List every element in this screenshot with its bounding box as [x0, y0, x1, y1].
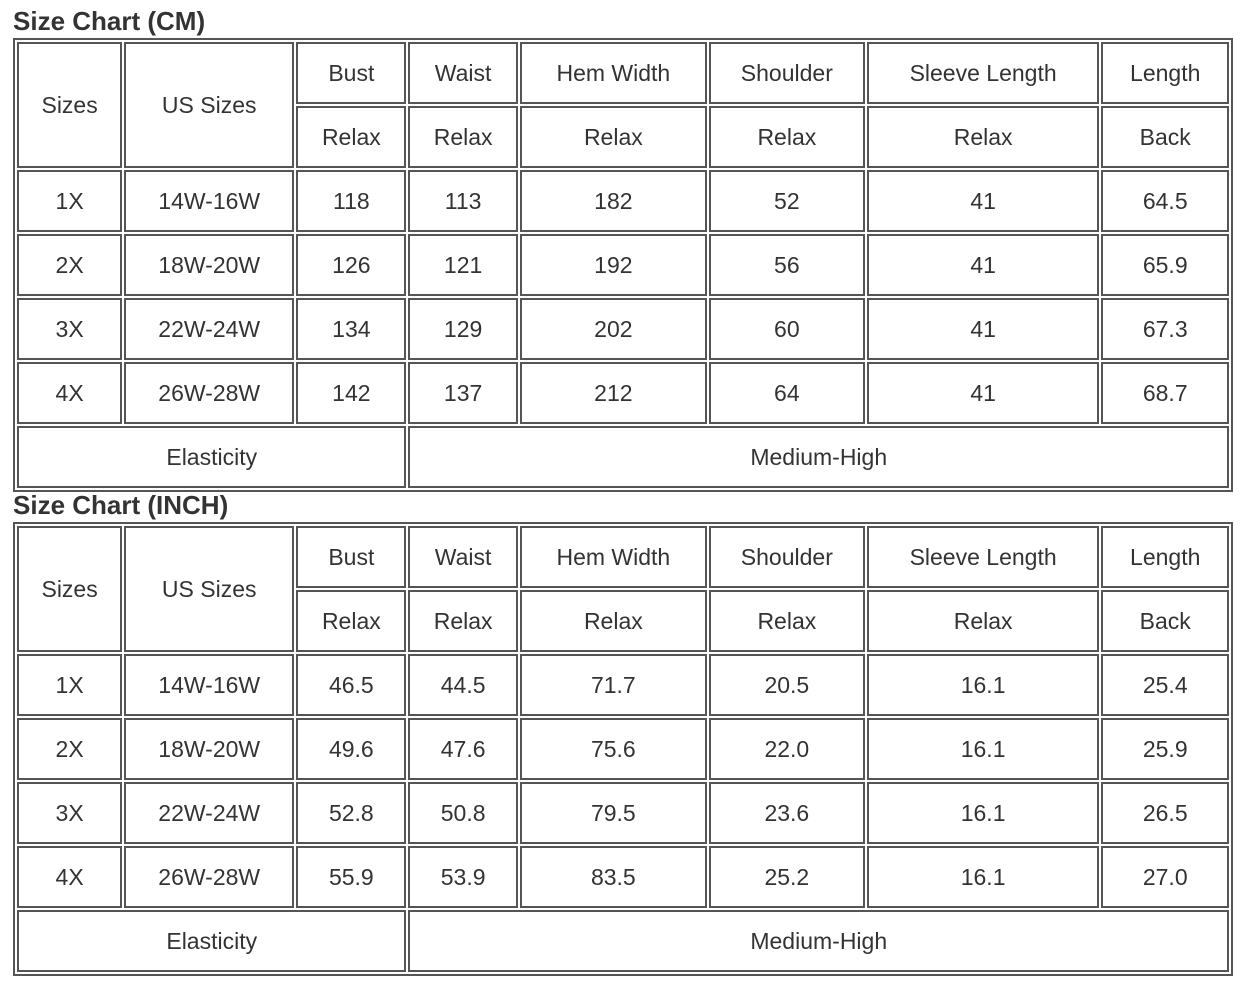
- cell-hem-width: 212: [520, 362, 707, 424]
- cell-bust: 134: [296, 298, 406, 360]
- subheader-length: Back: [1101, 106, 1229, 168]
- cell-hem-width: 71.7: [520, 654, 707, 716]
- cell-waist: 50.8: [408, 782, 517, 844]
- subheader-hem-width: Relax: [520, 106, 707, 168]
- cell-sleeve-length: 41: [867, 298, 1100, 360]
- cell-shoulder: 64: [709, 362, 865, 424]
- table-footer-row: [17, 910, 1229, 972]
- subheader-hem-width: Relax: [520, 590, 707, 652]
- cell-sleeve-length: 41: [867, 170, 1100, 232]
- cell-size: 3X: [17, 782, 122, 844]
- subheader-shoulder: Relax: [709, 590, 865, 652]
- elasticity-value: Medium-High: [408, 426, 1229, 488]
- cell-size: 2X: [17, 234, 122, 296]
- cell-length: 27.0: [1101, 846, 1229, 908]
- cell-us-size: 18W-20W: [124, 718, 294, 780]
- cell-sleeve-length: 41: [867, 362, 1100, 424]
- subheader-waist: Relax: [408, 106, 517, 168]
- header-bust: Bust: [296, 42, 406, 104]
- cell-size: 3X: [17, 298, 122, 360]
- subheader-shoulder: Relax: [709, 106, 865, 168]
- cell-waist: 121: [408, 234, 517, 296]
- cell-length: 25.9: [1101, 718, 1229, 780]
- cell-us-size: 22W-24W: [124, 298, 294, 360]
- subheader-bust: Relax: [296, 590, 406, 652]
- header-shoulder: Shoulder: [709, 42, 865, 104]
- header-waist: Waist: [408, 526, 517, 588]
- cell-shoulder: 25.2: [709, 846, 865, 908]
- header-us-sizes: US Sizes: [124, 42, 294, 168]
- table-footer-row: [17, 426, 1229, 488]
- cell-sleeve-length: 16.1: [867, 718, 1100, 780]
- header-shoulder: Shoulder: [709, 526, 865, 588]
- cell-bust: 46.5: [296, 654, 406, 716]
- size-chart-cm-title: Size Chart (CM): [13, 6, 206, 36]
- table-row: [17, 782, 1229, 844]
- cell-size: 1X: [17, 654, 122, 716]
- table-row: [17, 654, 1229, 716]
- table-row: [17, 718, 1229, 780]
- cell-length: 65.9: [1101, 234, 1229, 296]
- cell-length: 26.5: [1101, 782, 1229, 844]
- cell-size: 2X: [17, 718, 122, 780]
- cell-us-size: 26W-28W: [124, 362, 294, 424]
- header-bust: Bust: [296, 526, 406, 588]
- cell-shoulder: 23.6: [709, 782, 865, 844]
- cell-waist: 113: [408, 170, 517, 232]
- header-sleeve-length: Sleeve Length: [867, 526, 1100, 588]
- table-header-row: [17, 526, 1229, 588]
- cell-hem-width: 83.5: [520, 846, 707, 908]
- cell-waist: 137: [408, 362, 517, 424]
- table-row: [17, 846, 1229, 908]
- header-waist: Waist: [408, 42, 517, 104]
- cell-shoulder: 52: [709, 170, 865, 232]
- cell-sleeve-length: 41: [867, 234, 1100, 296]
- header-sizes: Sizes: [17, 42, 122, 168]
- cell-hem-width: 75.6: [520, 718, 707, 780]
- cell-shoulder: 56: [709, 234, 865, 296]
- cell-shoulder: 60: [709, 298, 865, 360]
- cell-shoulder: 22.0: [709, 718, 865, 780]
- cell-length: 67.3: [1101, 298, 1229, 360]
- header-sleeve-length: Sleeve Length: [867, 42, 1100, 104]
- header-us-sizes: US Sizes: [124, 526, 294, 652]
- header-sizes: Sizes: [17, 526, 122, 652]
- cell-size: 4X: [17, 846, 122, 908]
- cell-length: 25.4: [1101, 654, 1229, 716]
- cell-size: 4X: [17, 362, 122, 424]
- cell-hem-width: 182: [520, 170, 707, 232]
- cell-sleeve-length: 16.1: [867, 846, 1100, 908]
- cell-hem-width: 79.5: [520, 782, 707, 844]
- subheader-bust: Relax: [296, 106, 406, 168]
- table-row: [17, 234, 1229, 296]
- cell-bust: 118: [296, 170, 406, 232]
- cell-size: 1X: [17, 170, 122, 232]
- subheader-length: Back: [1101, 590, 1229, 652]
- cell-hem-width: 202: [520, 298, 707, 360]
- subheader-sleeve-length: Relax: [867, 106, 1100, 168]
- cell-length: 64.5: [1101, 170, 1229, 232]
- elasticity-label: Elasticity: [17, 910, 406, 972]
- cell-shoulder: 20.5: [709, 654, 865, 716]
- table-row: [17, 170, 1229, 232]
- table-header-row: [17, 42, 1229, 104]
- size-chart-cm-table: [13, 38, 1233, 492]
- cell-waist: 53.9: [408, 846, 517, 908]
- size-chart-inch-title: Size Chart (INCH): [13, 490, 229, 520]
- cell-us-size: 18W-20W: [124, 234, 294, 296]
- cell-waist: 129: [408, 298, 517, 360]
- cell-us-size: 14W-16W: [124, 654, 294, 716]
- subheader-waist: Relax: [408, 590, 517, 652]
- cell-sleeve-length: 16.1: [867, 782, 1100, 844]
- header-hem-width: Hem Width: [520, 42, 707, 104]
- cell-waist: 44.5: [408, 654, 517, 716]
- header-length: Length: [1101, 42, 1229, 104]
- header-hem-width: Hem Width: [520, 526, 707, 588]
- cell-us-size: 22W-24W: [124, 782, 294, 844]
- cell-us-size: 14W-16W: [124, 170, 294, 232]
- cell-bust: 142: [296, 362, 406, 424]
- cell-bust: 49.6: [296, 718, 406, 780]
- elasticity-label: Elasticity: [17, 426, 406, 488]
- cell-bust: 55.9: [296, 846, 406, 908]
- table-row: [17, 298, 1229, 360]
- cell-us-size: 26W-28W: [124, 846, 294, 908]
- cell-sleeve-length: 16.1: [867, 654, 1100, 716]
- cell-hem-width: 192: [520, 234, 707, 296]
- cell-waist: 47.6: [408, 718, 517, 780]
- size-chart-inch-table: [13, 522, 1233, 976]
- cell-bust: 52.8: [296, 782, 406, 844]
- header-length: Length: [1101, 526, 1229, 588]
- cell-bust: 126: [296, 234, 406, 296]
- cell-length: 68.7: [1101, 362, 1229, 424]
- elasticity-value: Medium-High: [408, 910, 1229, 972]
- table-row: [17, 362, 1229, 424]
- subheader-sleeve-length: Relax: [867, 590, 1100, 652]
